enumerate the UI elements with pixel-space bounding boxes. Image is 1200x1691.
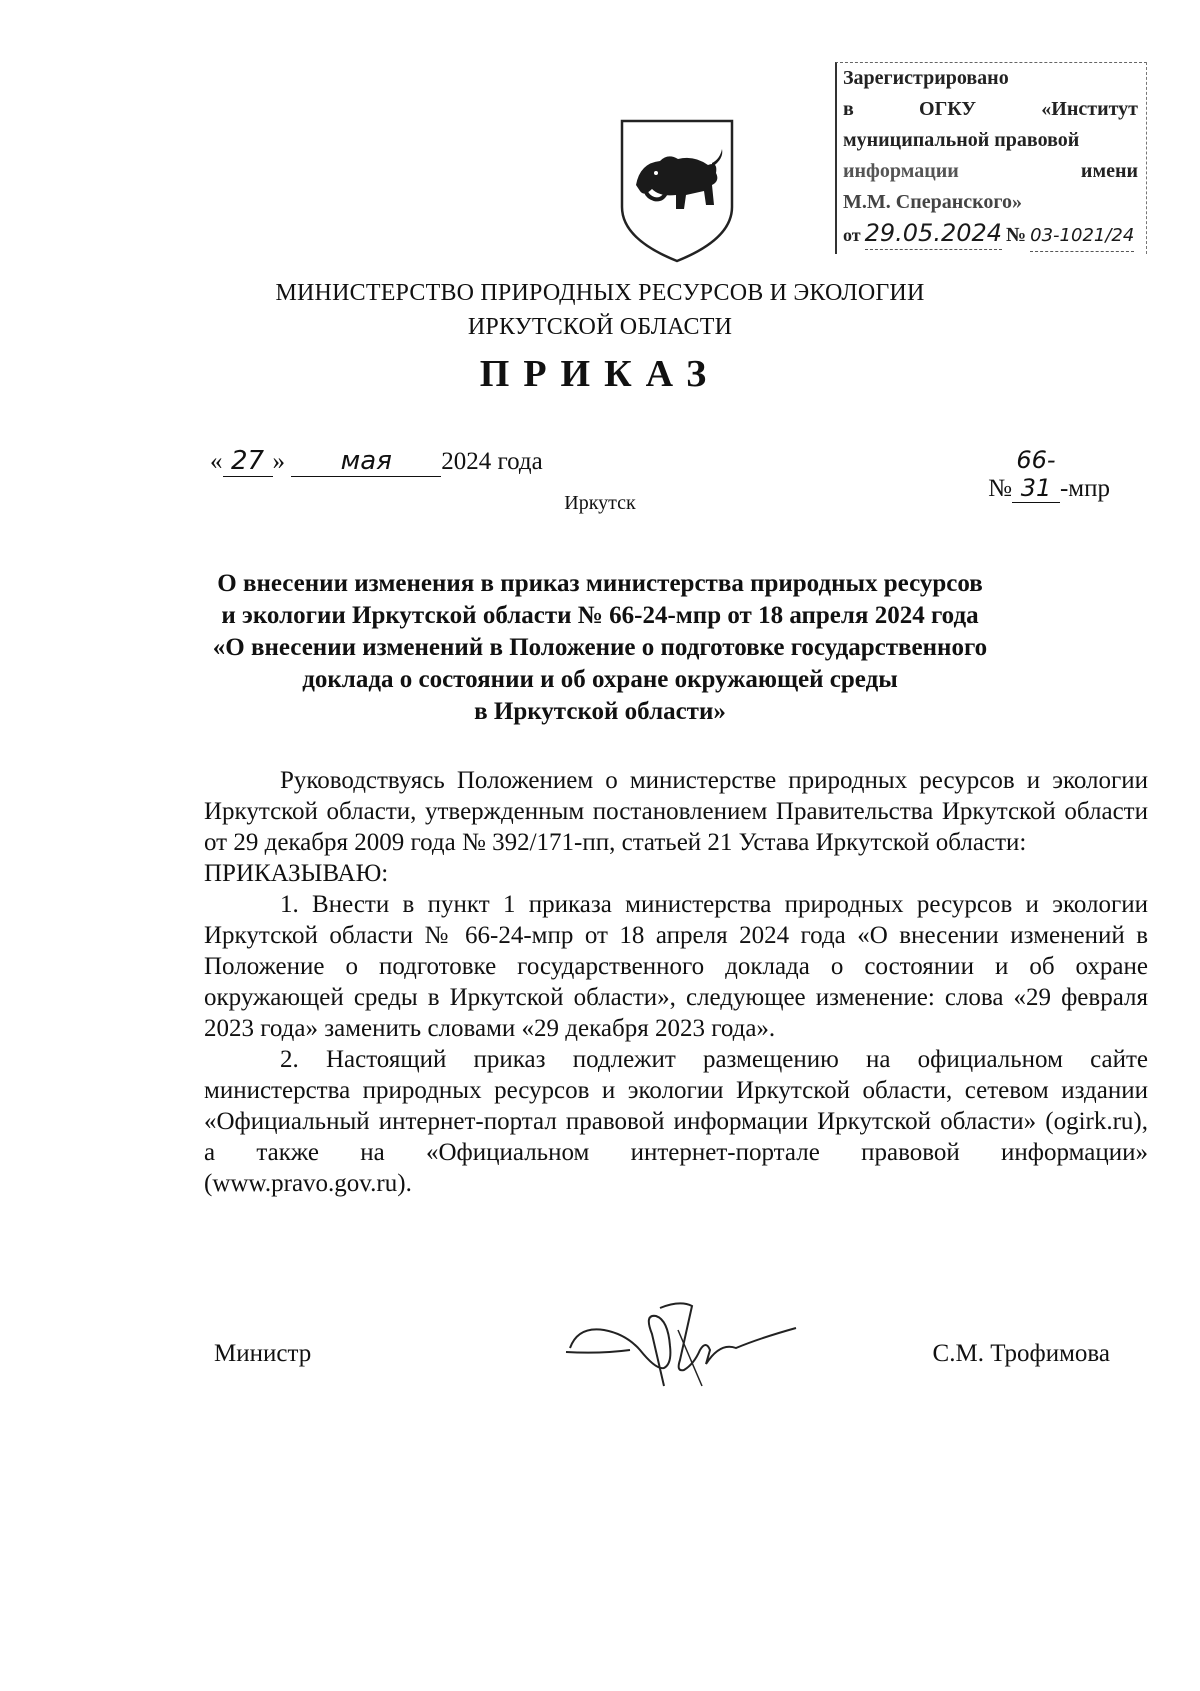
title-line-2: и экологии Иркутской области № 66-24-мпр от 18 апреля 2024 года — [221, 602, 979, 629]
number-suffix: -мпр — [1059, 475, 1110, 502]
stamp-line-4a: информации — [843, 160, 959, 182]
document-type: ПРИКАЗ — [479, 353, 721, 395]
stamp-number-sign: № — [1006, 224, 1027, 246]
title-line-4: доклада о состоянии и об охране окружающей среды — [302, 666, 898, 693]
stamp-line-2b: ОГКУ — [919, 98, 977, 120]
ministry-line-1: МИНИСТЕРСТВО ПРИРОДНЫХ РЕСУРСОВ И ЭКОЛОГИИ — [275, 280, 925, 306]
date-close-quote: » — [272, 448, 285, 475]
stamp-line-2 — [843, 94, 1146, 125]
document-body — [204, 765, 1148, 1199]
stamp-line-2a: в — [843, 98, 854, 120]
stamp-line-4b: имени — [1080, 160, 1138, 182]
date-day: 27 — [230, 446, 265, 476]
stamp-line-6 — [843, 218, 1146, 252]
signer-name: С.М. Трофимова — [932, 1340, 1110, 1367]
title-line-5: в Иркутской области» — [474, 698, 726, 725]
date-year: 2024 года — [441, 448, 543, 475]
number-sign: № — [988, 475, 1012, 502]
stamp-number: 03-1021/24 — [1030, 220, 1134, 252]
stamp-line-1: Зарегистрировано — [843, 67, 1009, 89]
stamp-line-5: М.М. Сперанского» — [843, 191, 1022, 213]
preamble-paragraph: Руководствуясь Положением о министерстве природных ресурсов и экологии Иркутской области, утвержденным постановлением Правительства Иркутской области от 29 декабря 2009 года № 392/171-пп, статьей 21 Устава Иркутской области: — [204, 767, 1148, 856]
stamp-line-2c: «Институт — [1041, 98, 1138, 120]
document-title — [0, 568, 1200, 728]
order-word: ПРИКАЗЫВАЮ: — [204, 860, 389, 887]
handwritten-signature-icon — [560, 1290, 800, 1420]
stamp-line-3: муниципальной правовой — [843, 129, 1080, 151]
document-date — [210, 446, 543, 477]
stamp-date-prefix: от — [843, 225, 861, 245]
title-line-3: «О внесении изменений в Положение о подготовке государственного — [212, 634, 988, 661]
registration-stamp — [835, 62, 1147, 254]
signer-role: Министр — [214, 1340, 312, 1367]
title-line-1: О внесении изменения в приказ министерства природных ресурсов — [217, 570, 983, 597]
date-open-quote: « — [210, 448, 223, 475]
coat-of-arms-icon — [616, 115, 738, 265]
stamp-date: 29.05.2024 — [865, 218, 1002, 250]
ministry-name — [0, 276, 1200, 344]
number-handwritten: 66-31 — [1012, 446, 1060, 503]
item-1-paragraph: 1. Внести в пункт 1 приказа министерства природных ресурсов и экологии Иркутской области № 66-24-мпр от 18 апреля 2024 года «О внесении изменений в Положение о подготовке государственного доклада о состоянии и об охране окружающей среды в Иркутской области», следующее изменение: слова «29 февраля 2023 года» заменить словами «29 декабря 2023 года». — [204, 891, 1148, 1042]
item-2-paragraph: 2. Настоящий приказ подлежит размещению на официальном сайте министерства природных ресурсов и экологии Иркутской области, сетевом издании «Официальный интернет-портал правовой информации Иркутской области» (ogirk.ru), а также на «Официальном интернет-портале правовой информации» (www.pravo.gov.ru). — [204, 1046, 1148, 1197]
date-month: мая — [340, 446, 392, 476]
city: Иркутск — [564, 492, 636, 514]
ministry-line-2: ИРКУТСКОЙ ОБЛАСТИ — [467, 314, 733, 340]
stamp-line-4 — [843, 156, 1146, 187]
